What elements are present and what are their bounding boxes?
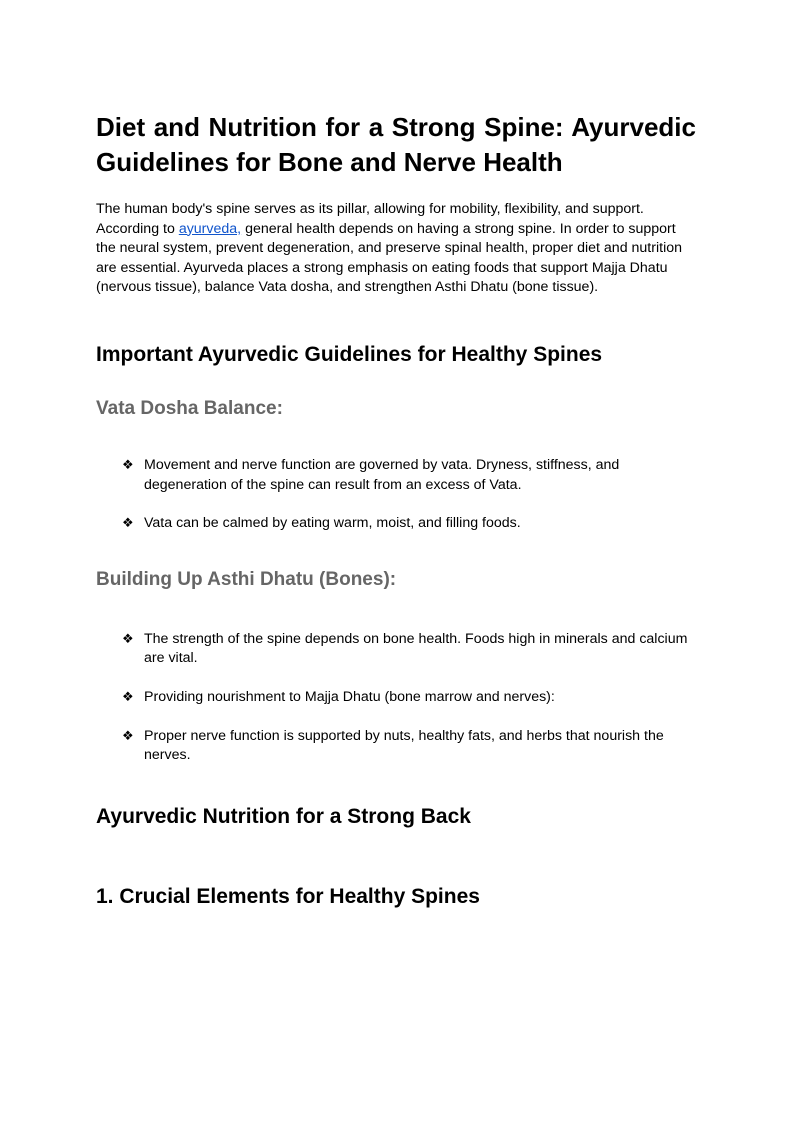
list-item-text: Vata can be calmed by eating warm, moist, and filling foods. [144,515,521,532]
crucial-elements-heading: 1. Crucial Elements for Healthy Spines [96,884,480,908]
nutrition-heading: Ayurvedic Nutrition for a Strong Back [96,804,471,828]
list-item [96,727,696,766]
list-item-text: Proper nerve function is supported by nuts, healthy fats, and herbs that nourish the nerves. [144,727,664,764]
diamond-bullet-icon: ❖ [122,631,134,647]
list-item-text: Providing nourishment to Majja Dhatu (bone marrow and nerves): [144,688,555,705]
document-page [96,110,696,910]
list-item-text: Movement and nerve function are governed by vata. Dryness, stiffness, and degeneration of the spine can result from an excess of Vata. [144,456,620,493]
list-item [96,630,696,669]
diamond-bullet-icon: ❖ [122,728,134,744]
diamond-bullet-icon: ❖ [122,457,134,473]
list-item [96,456,696,495]
list-item-text: The strength of the spine depends on bone health. Foods high in minerals and calcium are vital. [144,630,688,667]
intro-text-after: general health depends on having a strong spine. In order to support the neural system, prevent degeneration, and preserve spinal health, proper diet and nutrition are essential. Ayurveda places a strong emphasis on eating foods that support Majja Dhatu (nervous tissue), balance Vata dosha, and strengthen Asthi Dhatu (bone tissue). [96,220,682,296]
intro-paragraph [96,200,696,298]
diamond-bullet-icon: ❖ [122,689,134,705]
intro-text-before: The human body's spine serves as its pillar, allowing for mobility, flexibility, and support. According to [96,201,644,237]
diamond-bullet-icon: ❖ [122,516,134,532]
guidelines-heading: Important Ayurvedic Guidelines for Healthy Spines [96,342,603,366]
list-item [96,514,696,534]
asthi-heading: Building Up Asthi Dhatu (Bones): [96,568,397,590]
asthi-list [96,630,696,766]
document-title: Diet and Nutrition for a Strong Spine: Ayurvedic Guidelines for Bone and Nerve Health [96,112,696,177]
list-item [96,688,696,708]
ayurveda-link[interactable]: ayurveda, [178,220,242,237]
vata-heading: Vata Dosha Balance: [96,397,283,419]
vata-list [96,456,696,534]
